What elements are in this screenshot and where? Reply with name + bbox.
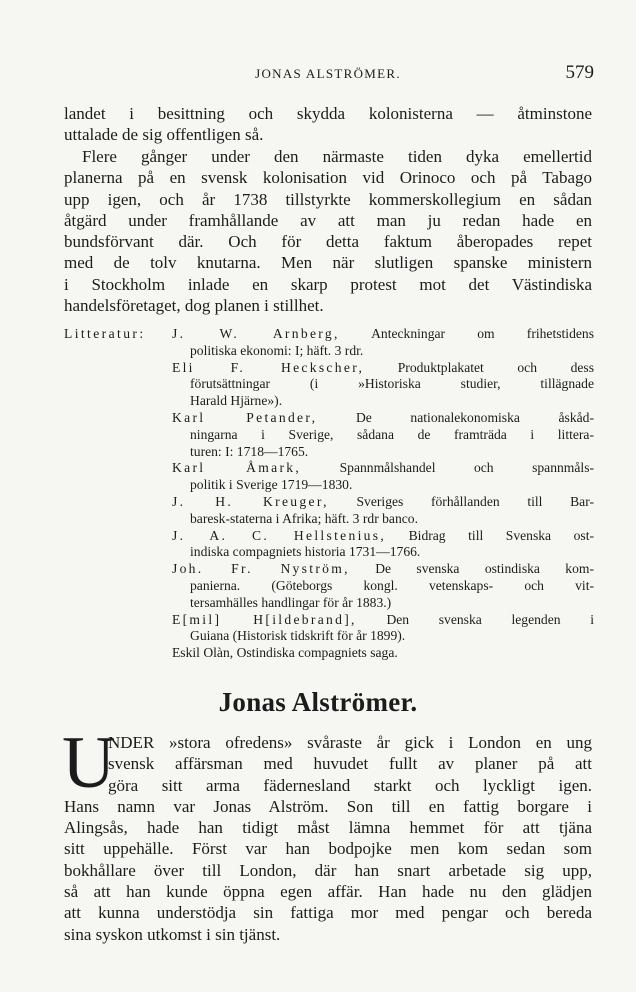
text-line: NDER »stora ofredens» svåraste år gick i London en ung: [108, 733, 592, 752]
text-line: bokhållare över till London, där han snart arbetade sig upp,: [64, 860, 592, 880]
text-line: Flere gånger under den närmaste tiden dyka emellertid: [82, 147, 592, 166]
literature-label: Litteratur:: [64, 326, 146, 341]
literature-entry: [172, 410, 594, 460]
text-line: uttalade de sig offentligen så.: [64, 125, 264, 145]
text-line: landet i besittning och skydda kolonisterna — åtminstone: [64, 104, 592, 123]
literature-author: Karl Åmark,: [172, 460, 302, 476]
literature-author: Eskil Olàn,: [172, 645, 234, 661]
literature-text: Den svenska legenden i: [386, 611, 594, 627]
section-heading: Jonas Alströmer.: [218, 687, 418, 717]
literature-text: turen: I: 1718—1765.: [190, 443, 309, 459]
text-line: upp igen, och år 1738 tillstyrkte kommerskollegium en sådan: [64, 189, 592, 209]
page-number: 579: [565, 62, 594, 83]
text-line: så att han kunde öppna egen affär. Han hade nu den glädjen: [64, 882, 592, 902]
running-header: [62, 62, 594, 86]
literature-text: Harald Hjärne»).: [190, 393, 283, 409]
literature-entry: [172, 360, 594, 410]
literature-author: Eli F. Heckscher,: [172, 359, 365, 375]
literature-entry: [172, 561, 594, 611]
literature-entry: [172, 645, 594, 662]
text-line: att kunna understödja sin fattiga mor med pengar och bereda: [64, 903, 592, 923]
literature-text: De nationalekonomiska åskåd-: [355, 409, 594, 425]
literature-text: panierna. (Göteborgs kongl. vetenskaps- och vit-: [190, 577, 594, 593]
literature-text: förutsättningar (i »Historiska studier, tillägnade: [190, 376, 594, 392]
running-title: JONAS ALSTRÖMER.: [255, 66, 401, 81]
literature-entry: [172, 494, 594, 528]
text-line: med de tolv knutarna. Men när slutligen spanske ministern: [64, 253, 592, 273]
literature-text: De svenska ostindiska kom-: [375, 561, 595, 577]
literature-text: ningarna i Sverige, sådana de framträda i littera-: [190, 426, 594, 442]
literature-entry: [172, 326, 594, 360]
literature-text: Guiana (Historisk tidskrift för år 1899).: [190, 628, 406, 644]
text-line: handelsföretaget, dog planen i stillhet.: [64, 296, 324, 316]
literature-text: tersamhälles handlingar för år 1883.): [190, 594, 392, 610]
paragraph-orinoco: [64, 146, 592, 316]
literature-text: indiska compagniets historia 1731—1766.: [190, 544, 421, 560]
text-line: göra sitt arma fädernesland starkt och lyckligt igen.: [108, 775, 592, 795]
literature-author: J. W. Arnberg,: [172, 326, 340, 341]
literature-text: Sveriges förhållanden till Bar-: [356, 493, 594, 509]
literature-author: J. A. C. Hellstenius,: [172, 527, 387, 543]
paragraph-continuation: [64, 103, 592, 146]
literature-text: Ostindiska compagniets saga.: [236, 645, 398, 661]
literature-author: E[mil] H[ildebrand],: [172, 611, 357, 627]
text-line: sitt uppehälle. Först var han bodpojke men kom sedan som: [64, 839, 592, 859]
drop-cap: U: [62, 722, 116, 804]
literature-entry: [172, 612, 594, 646]
literature-author: J. H. Kreuger,: [172, 493, 329, 509]
text-line: sina syskon utkomst i sin tjänst.: [64, 924, 281, 944]
literature-text: Produktplakatet och dess: [397, 359, 594, 375]
text-line: åtgärd under framhållande av att man ju redan hade en: [64, 210, 592, 230]
literature-list: [172, 326, 594, 662]
literature-entry: [172, 528, 594, 562]
text-line: Alingsås, hade han tidigt måst lämna hemmet för att tjäna: [64, 818, 592, 838]
literature-text: politiska ekonomi: I; häft. 3 rdr.: [190, 342, 364, 358]
literature-entry: [172, 460, 594, 494]
literature-text: Bidrag till Svenska ost-: [408, 527, 594, 543]
literature-text: politik i Sverige 1719—1830.: [190, 477, 353, 493]
literature-author: Karl Petander,: [172, 409, 318, 425]
text-line: i Stockholm inlade en skarp protest mot det Västindiska: [64, 274, 592, 294]
literature-text: Spannmålshandel och spannmåls-: [339, 460, 595, 476]
section-intro-paragraph: [62, 722, 592, 945]
text-line: Hans namn var Jonas Alström. Son till en fattig borgare i: [64, 796, 592, 816]
text-line: bundsförvant där. Och för detta faktum åberopades repet: [64, 232, 592, 252]
literature-text: Anteckningar om frihetstidens: [371, 326, 594, 341]
text-line: svensk affärsman med huvudet fullt av planer på att: [108, 754, 592, 774]
text-line: planerna på en svensk kolonisation vid Orinoco och på Tabago: [64, 168, 592, 188]
literature-text: baresk-staterna i Afrika; häft. 3 rdr banco.: [190, 510, 418, 526]
literature-author: Joh. Fr. Nyström,: [172, 561, 350, 577]
